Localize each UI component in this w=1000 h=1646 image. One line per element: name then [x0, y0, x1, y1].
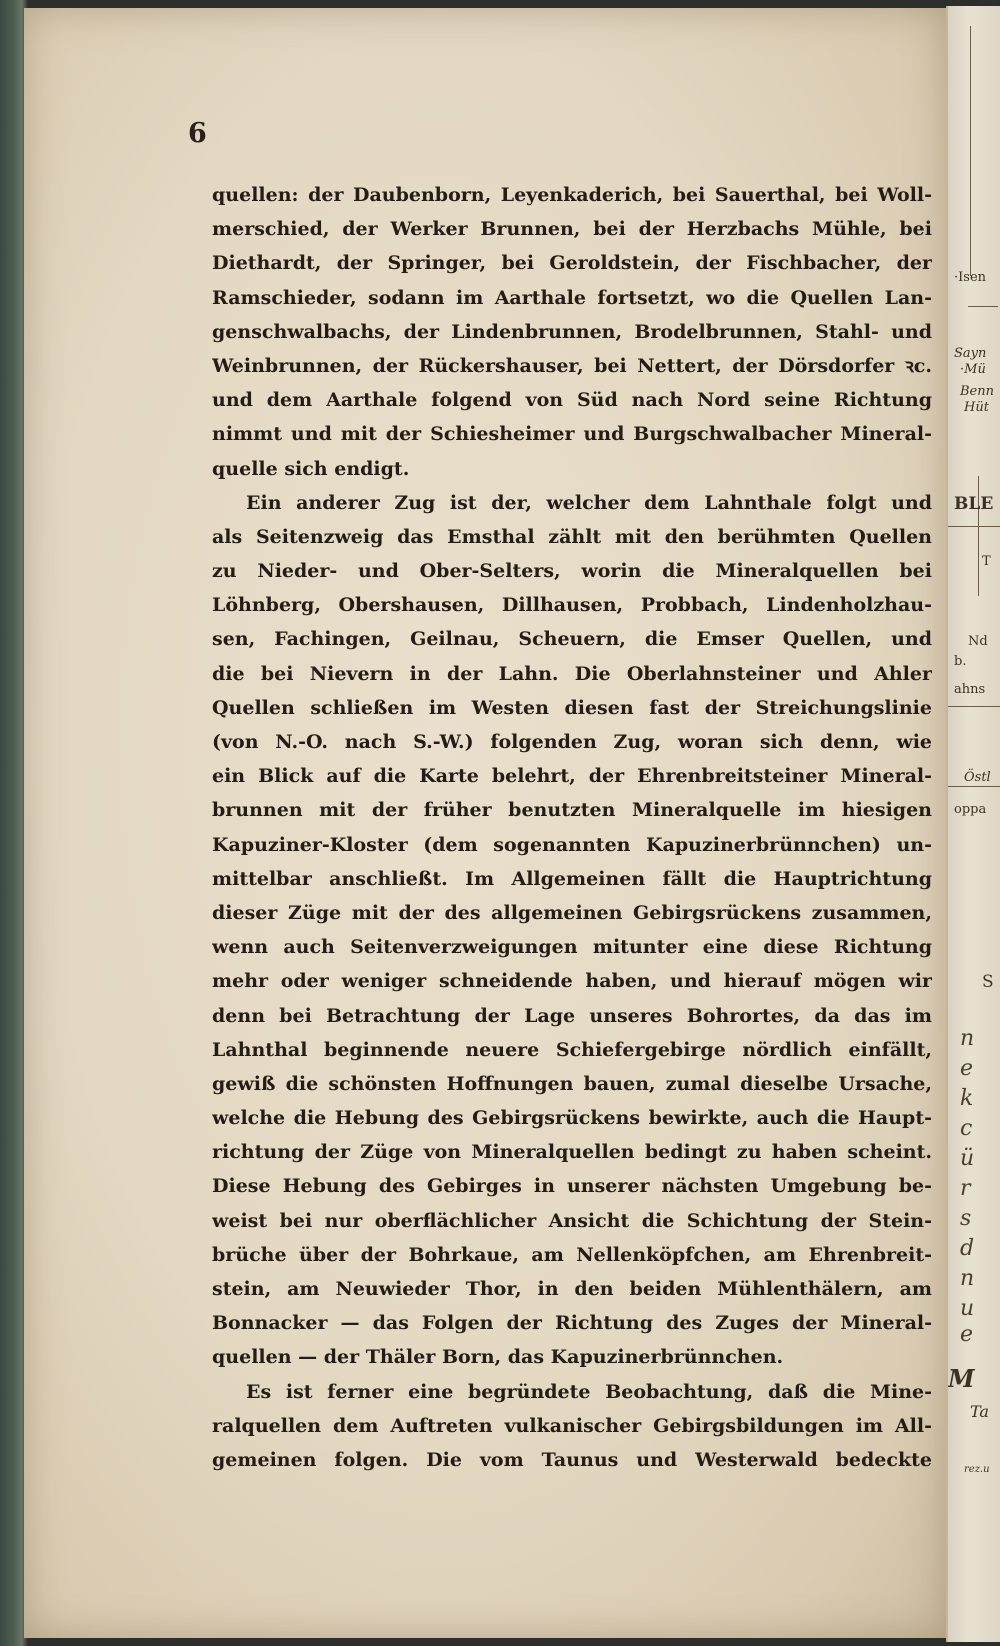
text-line: Löhnberg, Obershausen, Dillhausen, Probbach, Lindenholzhau-: [212, 594, 932, 617]
map-fragment: e: [960, 1322, 974, 1347]
map-fragment: S: [982, 972, 994, 992]
text-line: mehr oder weniger schneidende haben, und hierauf mögen wir: [212, 970, 932, 993]
text-line: Lahnthal beginnende neuere Schiefergebirge nördlich einfällt,: [212, 1038, 932, 1061]
book-page: [24, 8, 946, 1638]
map-fragment: BLE: [954, 494, 994, 514]
text-line: welche die Hebung des Gebirgsrückens bewirkte, auch die Haupt-: [212, 1107, 932, 1130]
map-fragment: n: [960, 1266, 975, 1291]
text-line: quellen — der Thäler Born, das Kapuzinerbrünnchen.: [212, 1346, 784, 1369]
map-fragment: M: [948, 1364, 975, 1393]
text-line: mittelbar anschließt. Im Allgemeinen fällt die Hauptrichtung: [212, 867, 932, 890]
map-fragment: oppa: [954, 802, 987, 817]
text-line: brunnen mit der früher benutzten Mineralquelle im hiesigen: [212, 799, 932, 822]
text-line: dieser Züge mit der des allgemeinen Gebirgsrückens zusammen,: [212, 901, 932, 924]
text-line: (von N.-O. nach S.-W.) folgenden Zug, woran sich denn, wie: [212, 731, 932, 753]
text-line: nimmt und mit der Schiesheimer und Burgschwalbacher Mineral-: [212, 423, 932, 446]
text-line: Bonnacker — das Folgen der Richtung des Zuges der Mineral-: [212, 1312, 932, 1335]
map-fragment: Hüt: [964, 400, 989, 415]
map-fragment: d: [960, 1236, 975, 1261]
text-line: Kapuziner-Kloster (dem sogenannten Kapuzinerbrünnchen) un-: [212, 833, 932, 856]
map-fragment: Benn: [960, 384, 994, 399]
text-line: Ramschieder, sodann im Aarthale fortsetzt, wo die Quellen Lan-: [212, 286, 932, 309]
map-fragment: Östl: [964, 770, 991, 785]
map-fragment: rez.u: [964, 1464, 990, 1475]
text-line: sen, Fachingen, Geilnau, Scheuern, die Emser Quellen, und: [212, 628, 932, 651]
text-line: wenn auch Seitenverzweigungen mitunter eine diese Richtung: [212, 936, 932, 959]
map-fragment: Nd: [968, 634, 988, 649]
text-line: als Seitenzweig das Emsthal zählt mit den berühmten Quellen: [212, 525, 932, 548]
map-fragment: k: [960, 1086, 974, 1111]
text-line: Diese Hebung des Gebirges in unserer nächsten Umgebung be-: [212, 1175, 932, 1198]
page-number: 6: [188, 118, 207, 149]
map-fragment: Sayn: [954, 346, 987, 361]
text-line: Quellen schließen im Westen diesen fast der Streichungslinie: [212, 696, 932, 719]
text-line: stein, am Neuwieder Thor, in den beiden Mühlenthälern, am: [212, 1278, 932, 1300]
map-fragment: T: [982, 554, 991, 569]
text-line: richtung der Züge von Mineralquellen bedingt zu haben scheint.: [212, 1141, 932, 1164]
text-line: gewiß die schönsten Hoffnungen bauen, zumal dieselbe Ursache,: [212, 1072, 932, 1095]
map-fragment: n: [960, 1026, 975, 1051]
map-fragment: b.: [954, 654, 967, 669]
text-line: quelle sich endigt.: [212, 457, 410, 480]
map-fragment: c: [960, 1116, 973, 1141]
text-line: und dem Aarthale folgend von Süd nach Nord seine Richtung: [212, 389, 932, 412]
map-fragment: Ta: [970, 1402, 989, 1421]
map-fragment: ahns: [954, 682, 986, 697]
text-line: Diethardt, der Springer, bei Geroldstein, der Fischbacher, der: [212, 252, 932, 275]
map-fragment: r: [960, 1176, 971, 1201]
text-line: zu Nieder- und Ober-Selters, worin die Mineralquellen bei: [212, 560, 932, 583]
map-fragment: u: [960, 1296, 975, 1321]
text-line: brüche über der Bohrkaue, am Nellenköpfchen, am Ehrenbreit-: [212, 1243, 932, 1266]
text-line: gemeinen folgen. Die vom Taunus und Westerwald bedeckte: [212, 1448, 932, 1471]
text-line: ein Blick auf die Karte belehrt, der Ehrenbreitsteiner Mineral-: [212, 765, 932, 788]
text-line: Weinbrunnen, der Rückershauser, bei Nettert, der Dörsdorfer ꝛc.: [212, 354, 932, 377]
text-line: quellen: der Daubenborn, Leyenkaderich, bei Sauerthal, bei Woll-: [212, 184, 932, 206]
map-fragment: ·Mü: [960, 362, 986, 377]
text-line: denn bei Betrachtung der Lage unseres Bohrortes, da das im: [212, 1004, 932, 1027]
text-line: Es ist ferner eine begründete Beobachtung, daß die Mine-: [246, 1380, 932, 1403]
text-line: genschwalbachs, der Lindenbrunnen, Brodelbrunnen, Stahl- und: [212, 320, 932, 343]
text-line: die bei Nievern in der Lahn. Die Oberlahnsteiner und Ahler: [212, 662, 932, 685]
text-line: merschied, der Werker Brunnen, bei der Herzbachs Mühle, bei: [212, 218, 932, 241]
map-fragment: s: [960, 1206, 972, 1231]
text-line: weist bei nur oberflächlicher Ansicht die Schichtung der Stein-: [212, 1209, 932, 1232]
body-text: [212, 178, 932, 1477]
map-fragment: e: [960, 1056, 974, 1081]
map-fragment: ·Isen: [954, 270, 987, 285]
text-line: Ein anderer Zug ist der, welcher dem Lahnthale folgt und: [246, 491, 932, 514]
text-line: ralquellen dem Auftreten vulkanischer Gebirgsbildungen im All-: [212, 1414, 932, 1437]
map-fragment: ü: [960, 1146, 975, 1171]
adjacent-map-page-edge: [946, 6, 1000, 1642]
